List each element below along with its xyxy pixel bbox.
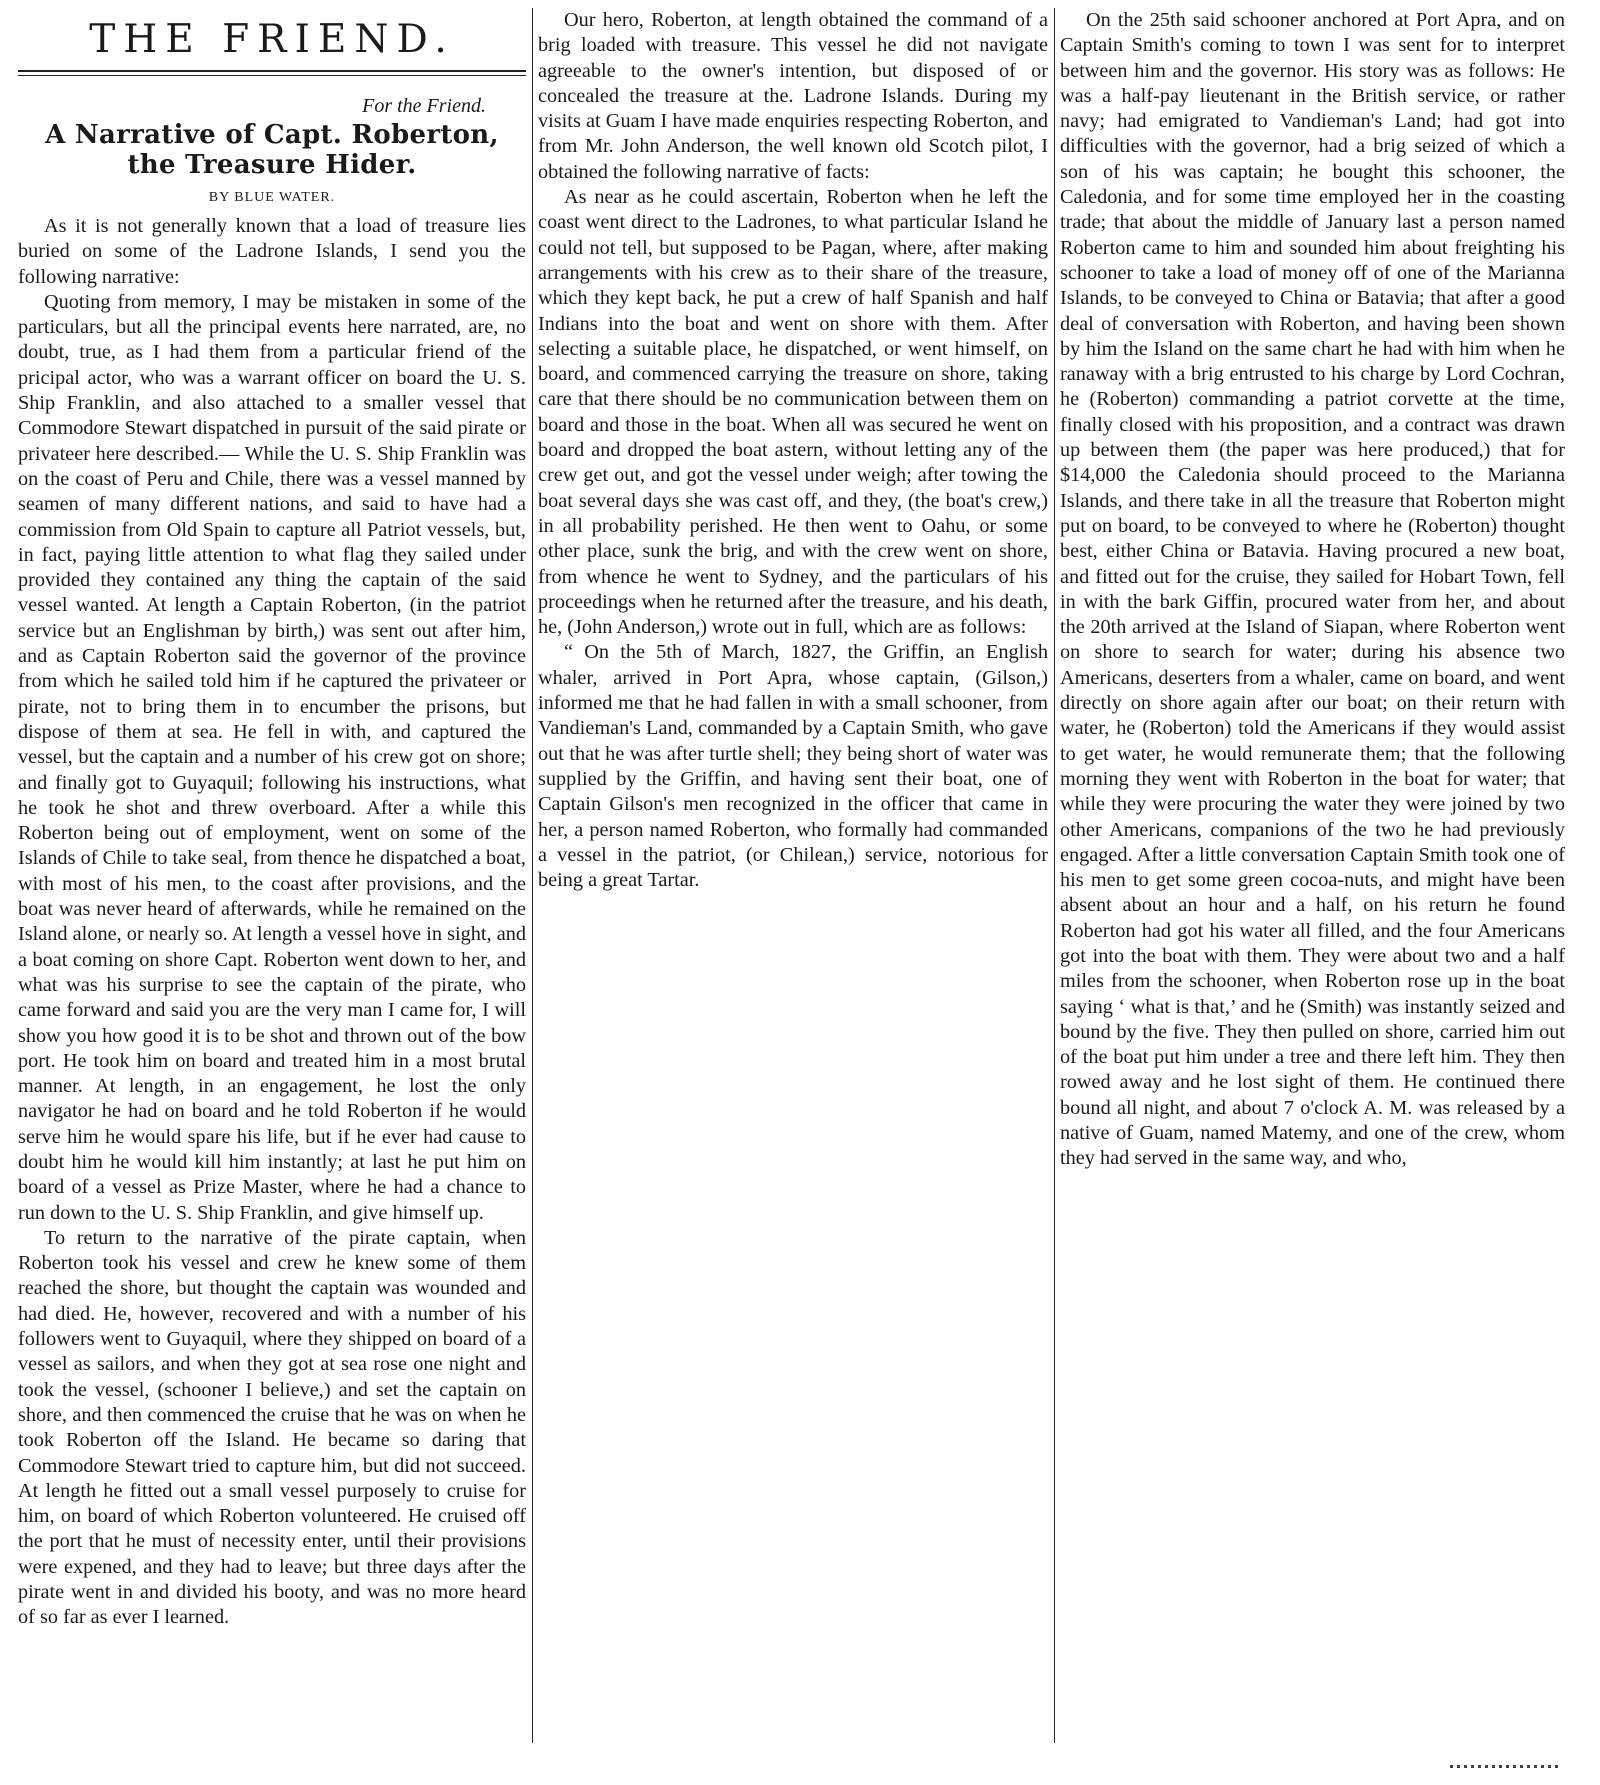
paragraph-griffin: “ On the 5th of March, 1827, the Griffin, an English whaler, arrived in Port Apra, whose captain, (Gilson,) informed me that he had fallen in with a small schooner, from Vandieman's Land, commanded by a Captain Smith, who gave out that he was after turtle shell; they being short of water was supplied by the Griffin, and having sent their boat, one of Captain Gilson's men recognized in the officer that came in her, a person named Roberton, who formally had commanded a vessel in the patriot, (or Chilean,) service, notorious for being a great Tartar. bbox=[538, 641, 1048, 892]
article-headline bbox=[18, 120, 526, 180]
paragraph-ascertain: As near as he could ascertain, Roberton when he left the coast went direct to the Ladrones, to what particular Island he could not tell, but supposed to be Pagan, where, after making arrangements with his crew as to their share of the treasure, which they kept back, he put a crew of half Spanish and half Indians into the boat and went on shore with them. After selecting a suitable place, he dispatched, or went himself, on board, and commenced carrying the treasure on shore, taking care that there should be no communication between them on board and those in the boat. When all was secured he went on board and dropped the boat astern, without letting any of the crew get out, and got the vessel under weigh; after towing the boat several days she was cast off, and they, (the boat's crew,) in all probability perished. He then went to Oahu, or some other place, sunk the brig, and with the crew went on shore, from whence he went to Sydney, and the particulars of his proceedings when he returned after the treasure, and his death, he, (John Anderson,) wrote out in full, which are as follows: bbox=[538, 186, 1048, 639]
headline-line-1: A Narrative of Capt. Roberton, bbox=[45, 120, 499, 150]
column-divider bbox=[532, 8, 533, 1743]
footer-ornament bbox=[1450, 1765, 1560, 1768]
column-divider bbox=[1054, 8, 1055, 1743]
column-2 bbox=[538, 8, 1048, 1743]
headline-line-2: the Treasure Hider. bbox=[127, 150, 417, 180]
article-byline: BY BLUE WATER. bbox=[208, 190, 336, 205]
masthead-title: THE FRIEND. bbox=[18, 14, 526, 72]
column-3 bbox=[1060, 8, 1565, 1743]
paragraph-port-apra: On the 25th said schooner anchored at Port Apra, and on Captain Smith's coming to town I was sent for to interpret between him and the governor. His story was as follows: He was a half-pay lieutenant in the British service, or rather navy; had emigrated to Vandieman's Land; had got into difficulties with the governor, had a brig seized of which a son of his was captain; he bought this schooner, the Caledonia, and for some time employed her in the coasting trade; that about the middle of January last a person named Roberton came to him and sounded him about freighting his schooner to take a load of money off of one of the Marianna Islands, to be conveyed to China or Batavia; that after a good deal of conversation with Roberton, and having been shown by him the Island on the same chart he had with him when he ranaway with a brig entrusted to his charge by Lord Cochran, he (Roberton) commanding a patriot corvette at the time, finally closed with his proposition, and a contract was drawn up between them (the paper was here produced,) that for $14,000 the Caledonia should proceed to the Marianna Islands, and there take in all the treasure that Roberton might put on board, to be conveyed to where he (Roberton) thought best, either China or Batavia. Having procured a new boat, and fitted out for the cruise, they sailed for Hobart Town, fell in with the bark Giffin, procured water from her, and about the 20th arrived at the Island of Siapan, where Roberton went on shore to search for water; during his absence two Americans, deserters from a whaler, came on board, and went directly on shore again after our boat; on their return with water, he (Roberton) told the Americans if they would assist to get water, he would remunerate them; that the following morning they went with Roberton in the boat for water; that while they were procuring the water they were joined by two other Americans, companions of the two he had previously engaged. After a little conversation Captain Smith took one of his men to get some green cocoa-nuts, and might have been absent about an hour and a half, on his return he found Roberton had got his water all filled, and the four Americans got into the boat with them. They were about two and a half miles from the schooner, when Roberton rose up in the boat saying ‘ what is that,’ and he (Smith) was instantly seized and bound by the five. They then pulled on shore, carried him out of the boat put him under a tree and there left him. They then rowed away and he lost sight of them. He continued there bound all night, and about 7 o'clock A. M. was released by a native of Guam, named Matemy, and one of the crew, whom they had served in the same way, and who, bbox=[1060, 9, 1565, 1170]
paragraph-hero: Our hero, Roberton, at length obtained the command of a brig loaded with treasure. This vessel he did not navigate agreeable to the owner's intention, but disposed of or concealed the treasure at the. Ladrone Islands. During my visits at Guam I have made enquiries respecting Roberton, and from Mr. John Anderson, the well known old Scotch pilot, I obtained the following narrative of facts: bbox=[538, 9, 1048, 183]
column-1 bbox=[18, 8, 526, 1743]
article-attribution: For the Friend. bbox=[362, 95, 486, 117]
newspaper-page bbox=[18, 8, 1565, 1748]
paragraph-return: To return to the narrative of the pirate captain, when Roberton took his vessel and crew he knew some of them reached the shore, but thought the captain was wounded and had died. He, however, recovered and with a number of his followers went to Guyaquil, where they shipped on board of a vessel as sailors, and when they got at sea rose one night and took the vessel, (schooner I believe,) and set the captain on shore, and then commenced the cruise that he was on when he took Roberton off the Island. He became so daring that Commodore Stewart tried to capture him, but did not succeed. At length he fitted out a small vessel purposely to cruise for him, on board of which Roberton volunteered. He cruised off the port that he must of necessity enter, until their provisions were expened, and they had to leave; but three days after the pirate went in and divided his booty, and was no more heard of so far as ever I learned. bbox=[18, 1226, 526, 1629]
paragraph-quoting: Quoting from memory, I may be mistaken in some of the particulars, but all the principal events here narrated, are, no doubt, true, as I had them from a particular friend of the pricipal actor, who was a warrant officer on board the U. S. Ship Franklin, and also attached to a smaller vessel that Commodore Stewart dispatched in pursuit of the said pirate or privateer here described.— While the U. S. Ship Franklin was on the coast of Peru and Chile, there was a vessel manned by seamen of many different nations, and said to have had a commission from Old Spain to capture all Patriot vessels, but, in fact, paying little attention to what flag they sailed under provided they contained any thing the captain of the said vessel wanted. At length a Captain Roberton, (in the patriot service but an Englishman by birth,) was sent out after him, and as Captain Roberton said the governor of the province from which he sailed told him if he captured the privateer or pirate, not to bring them in to encumber the prisons, but dispose of them at sea. He fell in with, and captured the vessel, but the captain and a number of his crew got on shore; and finally got to Guyaquil; following his instructions, what he took he shot and threw overboard. After a while this Roberton being out of employment, went on some of the Islands of Chile to take seal, from thence he dispatched a boat, with most of his men, to the coast after provisions, and the boat was never heard of afterwards, while he remained on the Island alone, or nearly so. At length a vessel hove in sight, and a boat coming on shore Capt. Roberton went down to her, and what was his surprise to see the captain of the pirate, who came forward and said you are the very man I came for, I will show you how good it is to be shot and thrown out of the bow port. He took him on board and treated him in a most brutal manner. At length, in an engagement, he lost the only navigator he had on board and he told Roberton if he would serve him he would spare his life, but if he ever had cause to doubt him he would kill him instantly; at last he put him on board of a vessel as Prize Master, where he had a chance to run down to the U. S. Ship Franklin, and give himself up. bbox=[18, 290, 526, 1224]
masthead-rule bbox=[18, 75, 526, 76]
paragraph-intro: As it is not generally known that a load of treasure lies buried on some of the Ladrone Islands, I send you the following narrative: bbox=[18, 215, 526, 288]
